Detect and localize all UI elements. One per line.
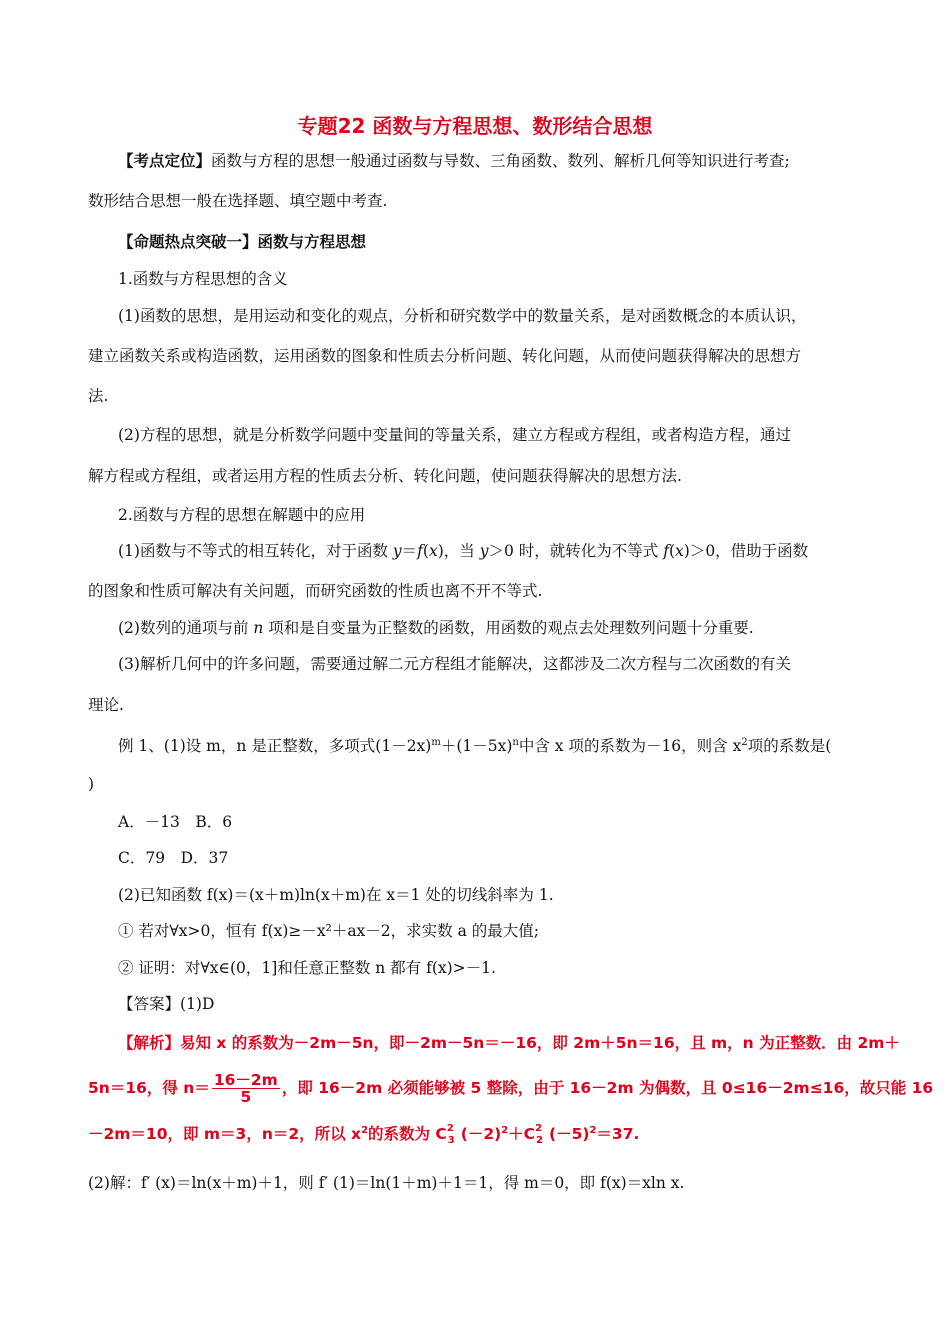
text-run: 5n＝16，得 n＝ bbox=[88, 1079, 210, 1097]
paragraph-1-2-line-2: 解方程或方程组，或者运用方程的性质去分析、转化问题，使问题获得解决的思想方法. bbox=[88, 467, 682, 485]
intro-text-1: 函数与方程的思想一般通过函数与导数、三角函数、数列、解析几何等知识进行考查; bbox=[211, 152, 790, 170]
example-part-2: (2)已知函数 f(x)＝(x＋m)ln(x＋m)在 x＝1 处的切线斜率为 1. bbox=[118, 886, 554, 904]
text-run: ＋C bbox=[508, 1125, 536, 1144]
math-var: x bbox=[675, 542, 684, 560]
text-run: 的系数为 C bbox=[368, 1125, 447, 1144]
solution-2: (2)解：f′ (x)＝ln(x＋m)＋1，则 f′ (1)＝ln(1＋m)＋1＝1，得 m＝0，即 f(x)＝xln x. bbox=[88, 1174, 685, 1192]
text-run: )，当 bbox=[437, 542, 480, 560]
text-run: (－2) bbox=[460, 1125, 502, 1144]
superscript: n bbox=[512, 737, 519, 748]
heading-2: 2.函数与方程的思想在解题中的应用 bbox=[118, 506, 366, 524]
paragraph-2-1-line-1 bbox=[118, 540, 808, 562]
math-var: y bbox=[479, 542, 489, 560]
text-run: )＞0，借助于函数 bbox=[683, 542, 809, 560]
options-a-b: A．－13 B．6 bbox=[118, 813, 233, 831]
heading-1: 1.函数与方程思想的含义 bbox=[118, 270, 288, 288]
example-question-1: ① 若对∀x>0，恒有 f(x)≥－x²＋ax－2，求实数 a 的最大值; bbox=[118, 922, 539, 940]
analysis-line-1 bbox=[118, 1032, 900, 1054]
text-run: ＋(1－5x) bbox=[440, 737, 513, 756]
intro-label: 【考点定位】 bbox=[118, 151, 212, 170]
section-title: 函数与方程思想 bbox=[257, 232, 367, 251]
math-var: y bbox=[392, 542, 402, 560]
text-run: ( bbox=[668, 542, 676, 560]
analysis-line-3 bbox=[88, 1120, 639, 1152]
example-question-2: ② 证明：对∀x∈(0，1]和任意正整数 n 都有 f(x)>－1. bbox=[118, 959, 496, 977]
example-line-1 bbox=[118, 732, 831, 757]
intro-line-2: 数形结合思想一般在选择题、填空题中考查. bbox=[88, 192, 388, 210]
math-var: n bbox=[253, 619, 264, 637]
fraction-denominator: 5 bbox=[240, 1088, 252, 1106]
section-heading-1 bbox=[118, 231, 366, 253]
answer-line bbox=[118, 993, 214, 1015]
fraction-numerator: 16－2m bbox=[213, 1071, 278, 1089]
superscript: 2 bbox=[535, 1123, 543, 1134]
superscript: 2 bbox=[501, 1125, 509, 1136]
text-run: 项和是自变量为正整数的函数，用函数的观点去处理数列问题十分重要. bbox=[263, 619, 754, 637]
superscript: 2 bbox=[446, 1123, 454, 1134]
text-run: ＞0 时，就转化为不等式 bbox=[488, 542, 664, 560]
paragraph-2-1-line-2: 的图象和性质可解决有关问题，而研究函数的性质也离不开不等式. bbox=[88, 582, 543, 600]
text-run: ( bbox=[422, 542, 429, 560]
analysis-label: 【解析】 bbox=[118, 1034, 181, 1052]
paragraph-1-2-line-1: (2)方程的思想，就是分析数学问题中变量间的等量关系，建立方程或方程组，或者构造方程，通过 bbox=[118, 426, 791, 444]
text-run: 例 1、(1)设 m，n 是正整数，多项式(1－2x) bbox=[118, 737, 432, 756]
paragraph-1-1-line-2: 建立函数关系或构造函数，运用函数的图象和性质去分析问题、转化问题，从而使问题获得解决的思想方 bbox=[88, 347, 802, 365]
subscript: 3 bbox=[447, 1135, 455, 1147]
text-run: ＝ bbox=[401, 542, 418, 560]
options-c-d: C．79 D．37 bbox=[118, 849, 229, 867]
math-var: x bbox=[428, 542, 438, 560]
math-var: f bbox=[663, 542, 669, 560]
section-label: 【命题热点突破一】 bbox=[118, 232, 258, 251]
analysis-line-2 bbox=[88, 1066, 933, 1110]
paragraph-1-1-line-1: (1)函数的思想，是用运动和变化的观点，分析和研究数学中的数量关系，是对函数概念的本质认识， bbox=[118, 307, 807, 325]
example-line-2: ) bbox=[88, 775, 95, 793]
page-title: 专题22 函数与方程思想、数形结合思想 bbox=[297, 114, 653, 138]
text-run: (－5) bbox=[549, 1125, 590, 1144]
text-run: ，即 16－2m 必须能够被 5 整除，由于 16－2m 为偶数，且 0≤16－2m≤16，故只能 16 bbox=[281, 1079, 934, 1097]
superscript: m bbox=[431, 737, 441, 748]
text-run: (1)函数与不等式的相互转化，对于函数 bbox=[118, 542, 393, 560]
paragraph-2-3-line-1: (3)解析几何中的许多问题，需要通过解二元方程组才能解决，这都涉及二次方程与二次函数的有关 bbox=[118, 655, 791, 673]
text-run: ＝37. bbox=[596, 1125, 640, 1144]
subscript: 2 bbox=[536, 1135, 543, 1147]
math-var: f bbox=[417, 542, 423, 560]
superscript: 2 bbox=[589, 1125, 597, 1136]
text-run: 项的系数是( bbox=[747, 737, 832, 756]
superscript: 2 bbox=[361, 1125, 369, 1136]
superscript: 2 bbox=[741, 737, 748, 748]
paragraph-2-3-line-2: 理论. bbox=[88, 696, 124, 714]
text-run: 中含 x 项的系数为－16，则含 x bbox=[518, 737, 742, 756]
paragraph-2-2 bbox=[118, 617, 754, 639]
intro-line-1 bbox=[118, 150, 790, 172]
answer-label: 【答案】 bbox=[118, 995, 181, 1013]
text-run: (2)数列的通项与前 bbox=[118, 619, 254, 637]
answer-value: (1)D bbox=[180, 995, 215, 1013]
text-run: －2m＝10，即 m＝3，n＝2，所以 x bbox=[88, 1125, 362, 1144]
text-run: 易知 x 的系数为－2m－5n，即－2m－5n＝－16，即 2m＋5n＝16，且 m，n 为正整数．由 2m＋ bbox=[180, 1034, 900, 1052]
combination-index bbox=[535, 1120, 549, 1152]
combination-index bbox=[447, 1120, 461, 1152]
paragraph-1-1-line-3: 法. bbox=[88, 387, 109, 405]
fraction bbox=[212, 1072, 280, 1105]
